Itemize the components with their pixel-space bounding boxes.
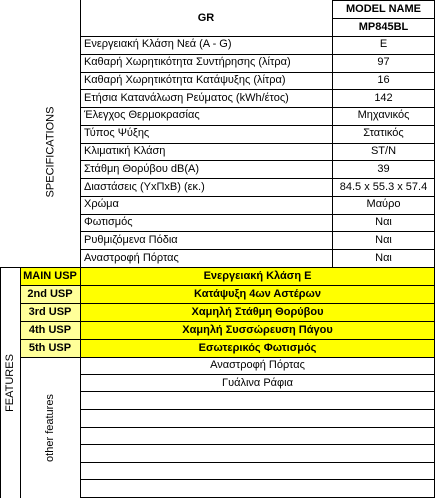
spec-label: Τύπος Ψύξης xyxy=(84,127,150,140)
spec-value: 84.5 x 55.3 x 57.4 xyxy=(339,180,428,193)
usp-label: 2nd USP xyxy=(20,285,80,303)
spec-label: Έλεγχος Θερμοκρασίας xyxy=(84,109,200,122)
grid-line-h xyxy=(80,54,435,55)
spec-value: Ναι xyxy=(375,216,392,229)
spec-value: 97 xyxy=(377,56,390,69)
grid-line-h xyxy=(80,479,435,480)
grid-line-h xyxy=(80,178,435,179)
grid-line-h xyxy=(20,285,435,286)
grid-line-h xyxy=(80,231,435,232)
other-feature-row: Αναστροφή Πόρτας xyxy=(210,359,305,372)
usp-label: MAIN USP xyxy=(20,267,80,285)
spec-label: Ρυθμιζόμενα Πόδια xyxy=(84,233,178,246)
grid-line-h xyxy=(80,196,435,197)
grid-line-h xyxy=(80,143,435,144)
grid-line-h xyxy=(80,462,435,463)
spec-label: Στάθμη Θορύβου dB(A) xyxy=(84,162,200,175)
grid-line-h xyxy=(80,391,435,392)
grid-line-v xyxy=(0,267,1,498)
other-feature-row xyxy=(80,480,435,498)
other-feature-row xyxy=(80,463,435,481)
grid-line-h xyxy=(80,374,435,375)
spec-value: Ναι xyxy=(375,233,392,246)
spec-value: E xyxy=(379,38,388,51)
grid-line-h xyxy=(80,214,435,215)
grid-line-h xyxy=(20,321,435,322)
header-model-code: MP845BL xyxy=(358,20,409,33)
grid-line-h xyxy=(332,18,435,19)
usp-value: Ενεργειακή Κλάση Ε xyxy=(80,267,435,285)
grid-line-h xyxy=(80,409,435,410)
usp-value: Χαμηλή Συσσώρευση Πάγου xyxy=(80,321,435,339)
grid-line-h xyxy=(332,0,435,1)
specifications-section-label: SPECIFICATIONS xyxy=(44,106,56,197)
other-feature-row xyxy=(80,410,435,428)
other-feature-row xyxy=(80,428,435,446)
usp-label: 3rd USP xyxy=(20,303,80,321)
spec-label: Καθαρή Χωρητικότητα Συντήρησης (λίτρα) xyxy=(84,56,291,69)
grid-line-h xyxy=(80,444,435,445)
grid-line-h xyxy=(80,107,435,108)
spec-value: 39 xyxy=(377,162,390,175)
spec-value: 142 xyxy=(374,91,393,104)
spec-value: Μαύρο xyxy=(366,198,401,211)
other-features-label: other features xyxy=(44,393,56,462)
grid-line-h xyxy=(20,303,435,304)
grid-line-h xyxy=(80,427,435,428)
usp-label: 5th USP xyxy=(20,339,80,357)
spec-value: Ναι xyxy=(375,251,392,264)
grid-line-h xyxy=(80,160,435,161)
header-region-label: GR xyxy=(197,11,215,24)
spec-label: Καθαρή Χωρητικότητα Κατάψυξης (λίτρα) xyxy=(84,73,286,86)
spec-label: Χρώμα xyxy=(84,198,119,211)
grid-line-h xyxy=(20,339,435,340)
spec-value: 16 xyxy=(377,73,390,86)
usp-value: Χαμηλή Στάθμη Θορύβου xyxy=(80,303,435,321)
other-feature-row: Γυάλινα Ράφια xyxy=(222,376,293,389)
other-feature-row xyxy=(80,392,435,410)
spec-label: Κλιματική Κλάση xyxy=(84,144,166,157)
grid-line-h xyxy=(0,267,435,268)
spec-value: ST/N xyxy=(370,144,397,157)
grid-line-h xyxy=(20,357,435,358)
spec-value: Μηχανικός xyxy=(357,109,410,122)
spec-value: Στατικός xyxy=(363,127,404,140)
spec-label: Ετήσια Κατανάλωση Ρεύματος (kWh/έτος) xyxy=(84,91,289,104)
spec-label: Ενεργειακή Κλάση Νεά (A - G) xyxy=(84,38,232,51)
spec-label: Φωτισμός xyxy=(84,216,133,229)
grid-line-h xyxy=(80,89,435,90)
grid-line-h xyxy=(80,72,435,73)
spec-label: Αναστροφή Πόρτας xyxy=(84,251,179,264)
usp-value: Εσωτερικός Φωτισμός xyxy=(80,339,435,357)
usp-value: Κατάψυξη 4ων Αστέρων xyxy=(80,285,435,303)
other-feature-row xyxy=(80,445,435,463)
usp-label: 4th USP xyxy=(20,321,80,339)
grid-line-h xyxy=(80,249,435,250)
grid-line-h xyxy=(80,125,435,126)
grid-line-v xyxy=(332,0,333,267)
header-model-name-label: MODEL NAME xyxy=(346,2,421,15)
features-section-label: FEATURES xyxy=(4,353,17,412)
spec-label: Διαστάσεις (ΥxΠxΒ) (εκ.) xyxy=(84,180,205,193)
grid-line-h xyxy=(80,36,435,37)
grid-line-v xyxy=(20,267,21,498)
